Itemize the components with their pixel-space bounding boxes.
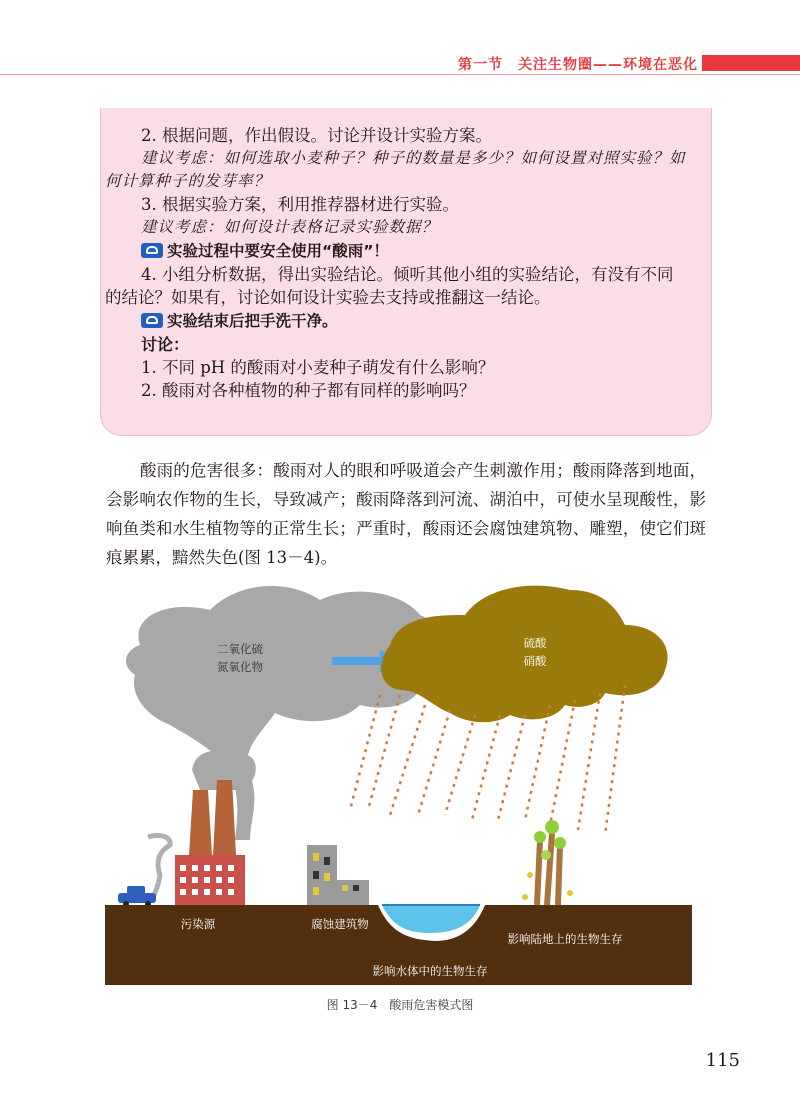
brown-cloud-label-1: 硫酸: [523, 636, 547, 650]
step-4-line-2: 的结论？如果有，讨论如何设计实验去支持或推翻这一结论。: [105, 288, 551, 307]
activity-box: [100, 108, 712, 436]
brown-cloud-label-2: 硝酸: [523, 654, 547, 668]
pollutant-cloud: [126, 586, 439, 840]
step-2: 2. 根据问题，作出假设。讨论并设计实验方案。: [141, 126, 492, 145]
label-corroded-buildings: 腐蚀建筑物: [311, 917, 369, 931]
safety-goggles-icon: [141, 313, 163, 328]
body-paragraph: 酸雨的危害很多：酸雨对人的眼和呼吸道会产生刺激作用；酸雨降落到地面，会影响农作物的生长，导致减产；酸雨降落到河流、湖泊中，可使水呈现酸性，影响鱼类和水生植物等的正常生长；严重时，酸雨还会腐蚀建筑物、雕塑，使它们斑痕累累，黯然失色(图 13－4)。: [106, 461, 706, 567]
label-land-organisms: 影响陆地上的生物生存: [507, 932, 623, 946]
hint-3: 建议考虑：如何设计表格记录实验数据？: [141, 218, 439, 236]
label-water-organisms: 影响水体中的生物生存: [372, 964, 488, 978]
discussion-question-2: 2. 酸雨对各种植物的种子都有同样的影响吗？: [141, 381, 476, 400]
chapter-section-title: 第一节 关注生物圈——环境在恶化: [458, 57, 698, 73]
plants: [522, 820, 573, 905]
page-number: 115: [705, 1050, 740, 1071]
exhaust-swirl: [148, 835, 170, 901]
figure-caption: 图 13－4 酸雨危害模式图: [326, 998, 474, 1012]
acid-rain-diagram: [100, 575, 700, 990]
discussion-question-1: 1. 不同 pH 的酸雨对小麦种子萌发有什么影响？: [141, 358, 495, 377]
hint-2-line-1: 建议考虑：如何选取小麦种子？种子的数量是多少？如何设置对照实验？如: [141, 149, 686, 167]
label-pollution-source: 污染源: [180, 917, 216, 931]
gray-cloud-label-1: 二氧化硫: [217, 642, 263, 656]
factory: [175, 780, 245, 905]
step-3: 3. 根据实验方案，利用推荐器材进行实验。: [141, 195, 459, 214]
header-divider: [0, 74, 800, 75]
step-4-line-1: 4. 小组分析数据，得出实验结论。倾听其他小组的实验结论，有没有不同: [141, 265, 674, 284]
discussion-title: 讨论：: [141, 335, 190, 354]
corroded-buildings: [307, 845, 369, 905]
safety-warning-1: [105, 239, 697, 263]
safety-warning-1-text: 实验过程中要安全使用“酸雨”！: [167, 242, 389, 260]
safety-goggles-icon: [141, 243, 163, 258]
header-accent-bar: [702, 55, 800, 71]
safety-warning-2: [105, 309, 697, 333]
gray-cloud-label-2: 氮氧化物: [217, 660, 263, 674]
car: [118, 886, 156, 907]
hint-2-line-2: 何计算种子的发芽率？: [105, 172, 271, 190]
lake: [382, 905, 480, 933]
safety-warning-2-text: 实验结束后把手洗干净。: [167, 312, 338, 330]
